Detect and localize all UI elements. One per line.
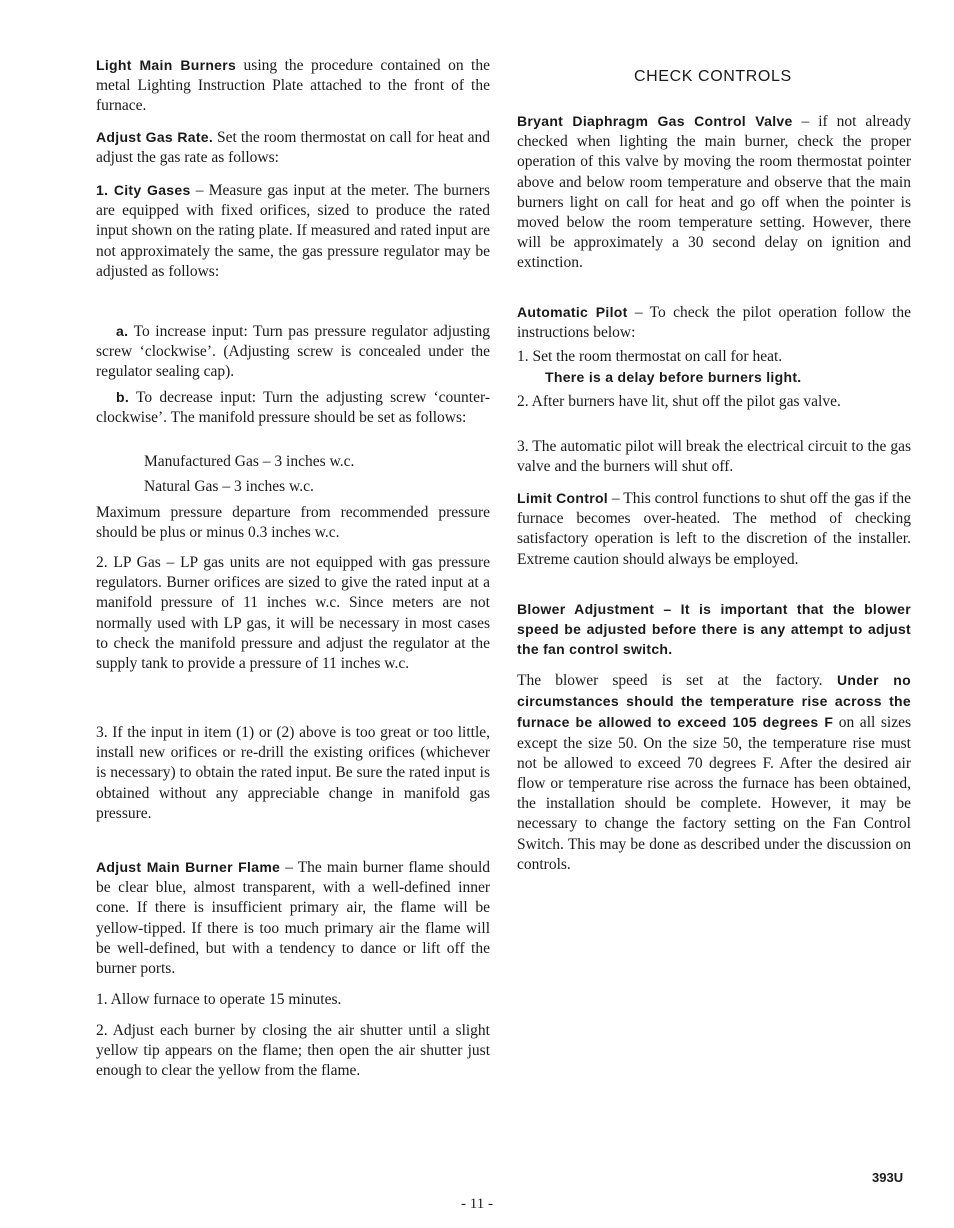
- item-key-a: a.: [116, 323, 129, 339]
- pilot-step-1: 1. Set the room thermostat on call for heat.: [517, 348, 783, 365]
- para-city-gases: 1. City Gases – Measure gas input at the meter. The burners are equipped with fixed orifices, sized to produce the rated input shown on the rating plate. If measured and rated input are not approximately the same, the gas pressure regulator may be adjusted as follows:: [96, 182, 491, 280]
- heading-limit-control: Limit Control: [517, 490, 609, 506]
- para-adjust-gas-rate: Adjust Gas Rate. Set the room thermostat on call for heat and adjust the gas rate as follows:: [96, 129, 491, 167]
- para-increase-input: a. To increase input: Turn pas pressure regulator adjusting screw ‘clockwise’. (Adjusting screw is concealed under the regulator sealing cap).: [96, 323, 490, 381]
- para-decrease-input: b. To decrease input: Turn the adjusting screw ‘counter-clockwise’. The manifold pressure should be set as follows:: [96, 389, 490, 427]
- heading-light-main-burners: Light Main Burners: [96, 57, 237, 73]
- section-title-check-controls: CHECK CONTROLS: [634, 68, 792, 85]
- step-allow-furnace: 1. Allow furnace to operate 15 minutes.: [96, 991, 342, 1008]
- page-number: - 11 -: [461, 1196, 493, 1212]
- para-blower-adjustment: Blower Adjustment – It is important that the blower speed be adjusted before there is any attempt to adjust the fan control switch.: [517, 601, 911, 658]
- para-lp-gas: 2. LP Gas – LP gas units are not equipped with gas pressure regulators. Burner orifices are sized to give the rated input at a manifold pressure of 11 inches w.c. Since meters are not normally used with LP gas, it will be necessary in most cases to check the manifold pressure and adjust the regulator at the supply tank to provide a pressure of 11 inches w.c.: [96, 554, 490, 673]
- heading-automatic-pilot: Automatic Pilot: [517, 304, 628, 320]
- para-diaphragm-valve: Bryant Diaphragm Gas Control Valve – if not already checked when lighting the main burner, check the proper operation of this valve by moving the room thermostat pointer above and below room temperature and observe that the main burners light on call for heat and go off when the pointer is moved below the room temperature setting. However, there will be approximately a 30 second delay on ignition and extinction.: [517, 113, 911, 272]
- step-adjust-each-burner: 2. Adjust each burner by closing the air shutter until a slight yellow tip appears on the flame; then open the air shutter just enough to clear the yellow from the flame.: [96, 1022, 490, 1080]
- para-max-pressure: Maximum pressure departure from recommended pressure should be plus or minus 0.3 inches w.c.: [96, 504, 490, 542]
- pilot-step-1-note: There is a delay before burners light.: [545, 369, 802, 385]
- para-input-too-great: 3. If the input in item (1) or (2) above is too great or too little, install new orifices or re-drill the existing orifices (whichever is necessary) to obtain the rated input. Be sure the rated input is obtained without any appreciable change in manifold gas pressure.: [96, 724, 490, 822]
- pilot-step-2: 2. After burners have lit, shut off the pilot gas valve.: [517, 393, 841, 410]
- natural-gas-line: Natural Gas – 3 inches w.c.: [144, 478, 314, 495]
- para-limit-control: Limit Control – This control functions to shut off the gas if the furnace becomes over-heated. The method of checking satisfactory operation is left to the discretion of the installer. Extreme caution should always be employed.: [517, 490, 912, 568]
- heading-adjust-main-burner-flame: Adjust Main Burner Flame: [96, 859, 281, 875]
- item-key-b: b.: [116, 389, 130, 405]
- heading-adjust-gas-rate: Adjust Gas Rate.: [96, 129, 214, 145]
- heading-diaphragm-valve: Bryant Diaphragm Gas Control Valve: [517, 113, 793, 129]
- warning-temperature-rise: Under no circumstances should the temperature rise across the furnace be allowed to exceed 105 degrees F: [517, 672, 911, 731]
- para-blower-speed: The blower speed is set at the factory. Under no circumstances should the temperature rise across the furnace be allowed to exceed 105 degrees F on all sizes except the size 50. On the size 50, the temperature rise must not be allowed to exceed 70 degrees F. After the desired air flow or temperature rise across the furnace has been obtained, the installation should be complete. However, it may be necessary to change the factory setting on the Fan Control Switch. This may be done as described under the discussion on controls.: [517, 672, 911, 873]
- heading-city-gases: 1. City Gases: [96, 182, 191, 198]
- para-light-main-burners: Light Main Burners using the procedure contained on the metal Lighting Instruction Plate attached to the front of the furnace.: [96, 57, 490, 115]
- pilot-step-3: 3. The automatic pilot will break the electrical circuit to the gas valve and the burners will shut off.: [517, 438, 911, 476]
- heading-blower-adjustment: Blower Adjustment: [517, 601, 655, 617]
- para-automatic-pilot: Automatic Pilot – To check the pilot operation follow the instructions below:: [517, 304, 911, 342]
- para-adjust-main-burner-flame: Adjust Main Burner Flame – The main burner flame should be clear blue, almost transparent, with a well-defined inner cone. If there is insufficient primary air, the flame will be yellow-tipped. If there is too much primary air the flame will be well-defined, but with a tendency to dance or lift off the burner ports.: [96, 859, 490, 978]
- document-code: 393U: [872, 1170, 904, 1185]
- manufactured-gas-line: Manufactured Gas – 3 inches w.c.: [144, 453, 355, 470]
